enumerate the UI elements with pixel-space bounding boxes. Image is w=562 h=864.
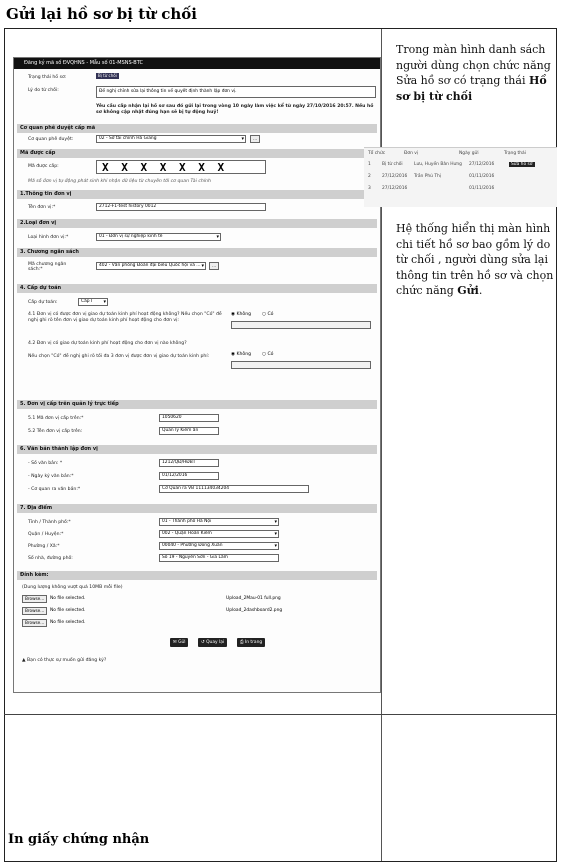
- list-row2-col1: 2: [368, 174, 371, 179]
- print-button-label: In trang: [244, 640, 263, 645]
- list-row1-col2: Bị từ chối: [382, 162, 403, 167]
- no-file-3: No file selected.: [50, 620, 86, 625]
- doc-date-input[interactable]: 01/12/2016: [159, 472, 219, 480]
- section-founding-doc: 6. Văn bản thành lập đơn vị: [17, 445, 377, 454]
- q1-radio-yes[interactable]: ○ Có: [262, 312, 274, 317]
- list-row3-col4: 01/11/2016: [469, 186, 495, 191]
- browse-button-2[interactable]: Browse...: [22, 607, 47, 615]
- section-location: 7. Địa điểm: [17, 504, 377, 513]
- screenshot-form: [13, 57, 381, 693]
- list-row3-col1: 3: [368, 186, 371, 191]
- parent-code-input[interactable]: 1050620: [159, 414, 219, 422]
- code-label: Mã được cấp:: [28, 164, 59, 169]
- city-select[interactable]: 01 - Thành phố Hà Nội ▾: [159, 518, 279, 526]
- unit-name-label: Tên đơn vị:*: [28, 205, 56, 210]
- section-unit-type: 2.Loại đơn vị: [17, 219, 377, 228]
- agency-select[interactable]: 02 - Sở tài chính Hà Giang ▾: [96, 135, 246, 143]
- q2-radio-no-label: Không: [236, 352, 252, 357]
- chapter-lookup-button[interactable]: …: [209, 262, 219, 270]
- confirm-question: [22, 658, 106, 663]
- no-file-1: No file selected.: [50, 596, 86, 601]
- list-overlay: [364, 147, 557, 207]
- row-divider: [4, 714, 557, 715]
- q2-radio-yes-label: Có: [267, 352, 274, 357]
- uploaded-file-2[interactable]: Upload_2dashboard2.png: [226, 608, 283, 613]
- status-label: Trạng thái hồ sơ:: [28, 75, 67, 80]
- unit-type-label: Loại hình đơn vị:*: [28, 235, 69, 240]
- back-button-label: Quay lại: [206, 640, 225, 645]
- question-1: [28, 312, 223, 324]
- send-button[interactable]: [170, 638, 188, 647]
- doc-org-input[interactable]: Cơ Quan ra VB 111134034204: [159, 485, 309, 493]
- list-row1-col1: 1: [368, 162, 371, 167]
- list-col-status: Trạng thái: [504, 151, 526, 156]
- reason-field[interactable]: Đề nghị chỉnh sửa lại thông tin về quyết định thành lập đơn vị.: [96, 86, 376, 98]
- back-button[interactable]: [198, 638, 227, 647]
- street-label: Số nhà, đường phố:: [28, 556, 73, 561]
- question-2: 4.2 Đơn vị có giao dự toán kinh phí hoạt động cho đơn vị nào không?: [28, 341, 187, 346]
- browse-button-1[interactable]: Browse...: [22, 595, 47, 603]
- unit-type-select[interactable]: 01 - Đơn vị sự nghiệp kinh tế ▾: [96, 233, 221, 241]
- doc-no-input[interactable]: 1212/QĐ/HĐBT: [159, 459, 219, 467]
- district-label: Quận / Huyện:*: [28, 532, 64, 537]
- step1-text: Trong màn hình danh sách người dùng chọn chức năng Sửa hồ sơ có trạng thái: [396, 43, 551, 87]
- level-label: Cấp dự toán:: [28, 300, 58, 305]
- parent-name-field: Quản lý Kiểm ăn: [159, 427, 219, 435]
- uploaded-file-1[interactable]: Upload_2Mau-01 full.png: [226, 596, 281, 601]
- question-2-note: Nếu chọn "Có" đề nghị ghi rõ tối đa 3 đơn vị được đơn vị giao dự toán kinh phí:: [28, 354, 210, 359]
- status-badge: Bị từ chối: [98, 73, 117, 78]
- list-row1-col4: 27/12/2016: [469, 162, 495, 167]
- step2-bold: Gửi: [457, 284, 479, 297]
- ward-label: Phường / Xã:*: [28, 544, 60, 549]
- doc-date-label: - Ngày ký văn bản:*: [28, 474, 74, 479]
- code-note: Mã số đơn vị tự động phát sinh khi nhận dữ liệu từ chuyền tới cơ quan Tài chính: [28, 179, 211, 184]
- form-title: Đăng ký mã số ĐVQHNS - Mẫu số 01-MSNS-BTC: [14, 58, 380, 69]
- q2-detail-input[interactable]: [231, 361, 371, 369]
- question-1-note: Nếu chọn "Có" đề nghị ghi rõ tên đơn vị giao dự toán kinh phí hoạt động cho đơn vị:: [28, 312, 222, 323]
- send-icon: ✉: [173, 640, 179, 645]
- section-parent-unit: 5. Đơn vị cấp trên quản lý trực tiếp: [17, 400, 377, 409]
- q2-radio-yes[interactable]: ○ Có: [262, 352, 274, 357]
- browse-button-3[interactable]: Browse...: [22, 619, 47, 627]
- notice-text: Yêu cầu cấp nhận lại hồ sơ sau đó gửi lại trong vòng 10 ngày làm việc kể từ ngày 27/10/2016 20:57. Nếu hồ sơ không cập nhật đúng hạn sẽ bị tự động huỷ!: [96, 104, 374, 115]
- confirm-question-text: Bạn có thực sự muốn gửi đăng ký?: [27, 658, 107, 663]
- section-budget-level: 4. Cấp dự toán: [17, 284, 377, 293]
- doc-org-label: - Cơ quan ra văn bản:*: [28, 487, 81, 492]
- step2-end: .: [478, 284, 483, 297]
- level-select[interactable]: Cấp I ▾: [78, 298, 108, 306]
- q1-radio-yes-label: Có: [267, 312, 274, 317]
- section-code: Mã được cấp: [17, 149, 377, 158]
- parent-code-label: 5.1 Mã đơn vị cấp trên:*: [28, 416, 84, 421]
- step1-description: [396, 42, 554, 104]
- list-col-unit: Đơn vị: [404, 151, 419, 156]
- list-row1-col3: Lưu, Huyền Bân Hưng: [414, 162, 462, 167]
- ward-select[interactable]: 00040 - Phường Đồng Xuân ▾: [159, 542, 279, 550]
- print-icon: ⎙: [240, 640, 245, 645]
- question-1-text: 4.1 Đơn vị có được đơn vị giao dự toán kinh phí hoạt động không?: [28, 312, 180, 317]
- attach-note: (Dung lượng không vượt quá 10MB mỗi file): [22, 585, 123, 590]
- list-col-date: Ngày gửi: [459, 151, 479, 156]
- list-col-org: Tổ chức: [368, 151, 386, 156]
- section-agency: Cơ quan phê duyệt cấp mã: [17, 124, 377, 133]
- unit-name-input[interactable]: 2712-F1-test history 0012: [96, 203, 266, 211]
- list-row3-col2: 27/12/2016: [382, 186, 408, 191]
- section-heading-resubmit: Gửi lại hồ sơ bị từ chối: [6, 5, 197, 23]
- city-label: Tỉnh / Thành phố:*: [28, 520, 71, 525]
- q1-radio-no-label: Không: [236, 312, 252, 317]
- code-value: X X X X X X X: [102, 161, 228, 174]
- warning-icon: ▲: [22, 658, 27, 663]
- list-row2-col4: 01/11/2016: [469, 174, 495, 179]
- q1-detail-input[interactable]: [231, 321, 371, 329]
- section-attachments: Đính kèm:: [17, 571, 377, 580]
- section-unit-info: 1.Thông tin đơn vị: [17, 190, 377, 199]
- q2-radio-no[interactable]: ◉ Không: [231, 352, 252, 357]
- street-input[interactable]: Số 19 - Nguyễn Sơn - Gia Lâm: [159, 554, 279, 562]
- step2-text: Hệ thống hiển thị màn hình chi tiết hồ sơ bao gồm lý do từ chối , người dùng sửa lại thông tin trên hồ sơ và chọn chức năng: [396, 222, 554, 297]
- agency-label: Cơ quan phê duyệt:: [28, 137, 74, 142]
- chapter-select[interactable]: 402 - Văn phòng Đoàn đại biểu Quốc hội và ... ▾: [96, 262, 206, 270]
- back-icon: ↺: [201, 640, 207, 645]
- list-row2-col3: Trần Phú Thị: [414, 174, 442, 179]
- step2-description: [396, 221, 554, 299]
- print-button[interactable]: [237, 638, 265, 647]
- doc-no-label: - Số văn bản: *: [28, 461, 63, 466]
- district-select[interactable]: 002 - Quận Hoàn Kiếm ▾: [159, 530, 279, 538]
- section-heading-print: In giấy chứng nhận: [8, 832, 150, 847]
- no-file-2: No file selected.: [50, 608, 86, 613]
- list-row2-col2: 27/12/2016: [382, 174, 408, 179]
- parent-name-label: 5.2 Tên đơn vị cấp trên:: [28, 429, 83, 434]
- section-budget-chapter: 3. Chương ngân sách: [17, 248, 377, 257]
- step1-bold: Hồ sơ bị từ chối: [396, 74, 547, 103]
- agency-lookup-button[interactable]: …: [250, 135, 260, 143]
- q1-radio-no[interactable]: ◉ Không: [231, 312, 252, 317]
- chapter-label: Mã chương ngân sách:*: [28, 262, 67, 272]
- reason-label: Lý do từ chối:: [28, 88, 59, 93]
- edit-record-button[interactable]: Sửa hồ sơ: [511, 162, 533, 167]
- send-button-label: Gửi: [178, 640, 186, 645]
